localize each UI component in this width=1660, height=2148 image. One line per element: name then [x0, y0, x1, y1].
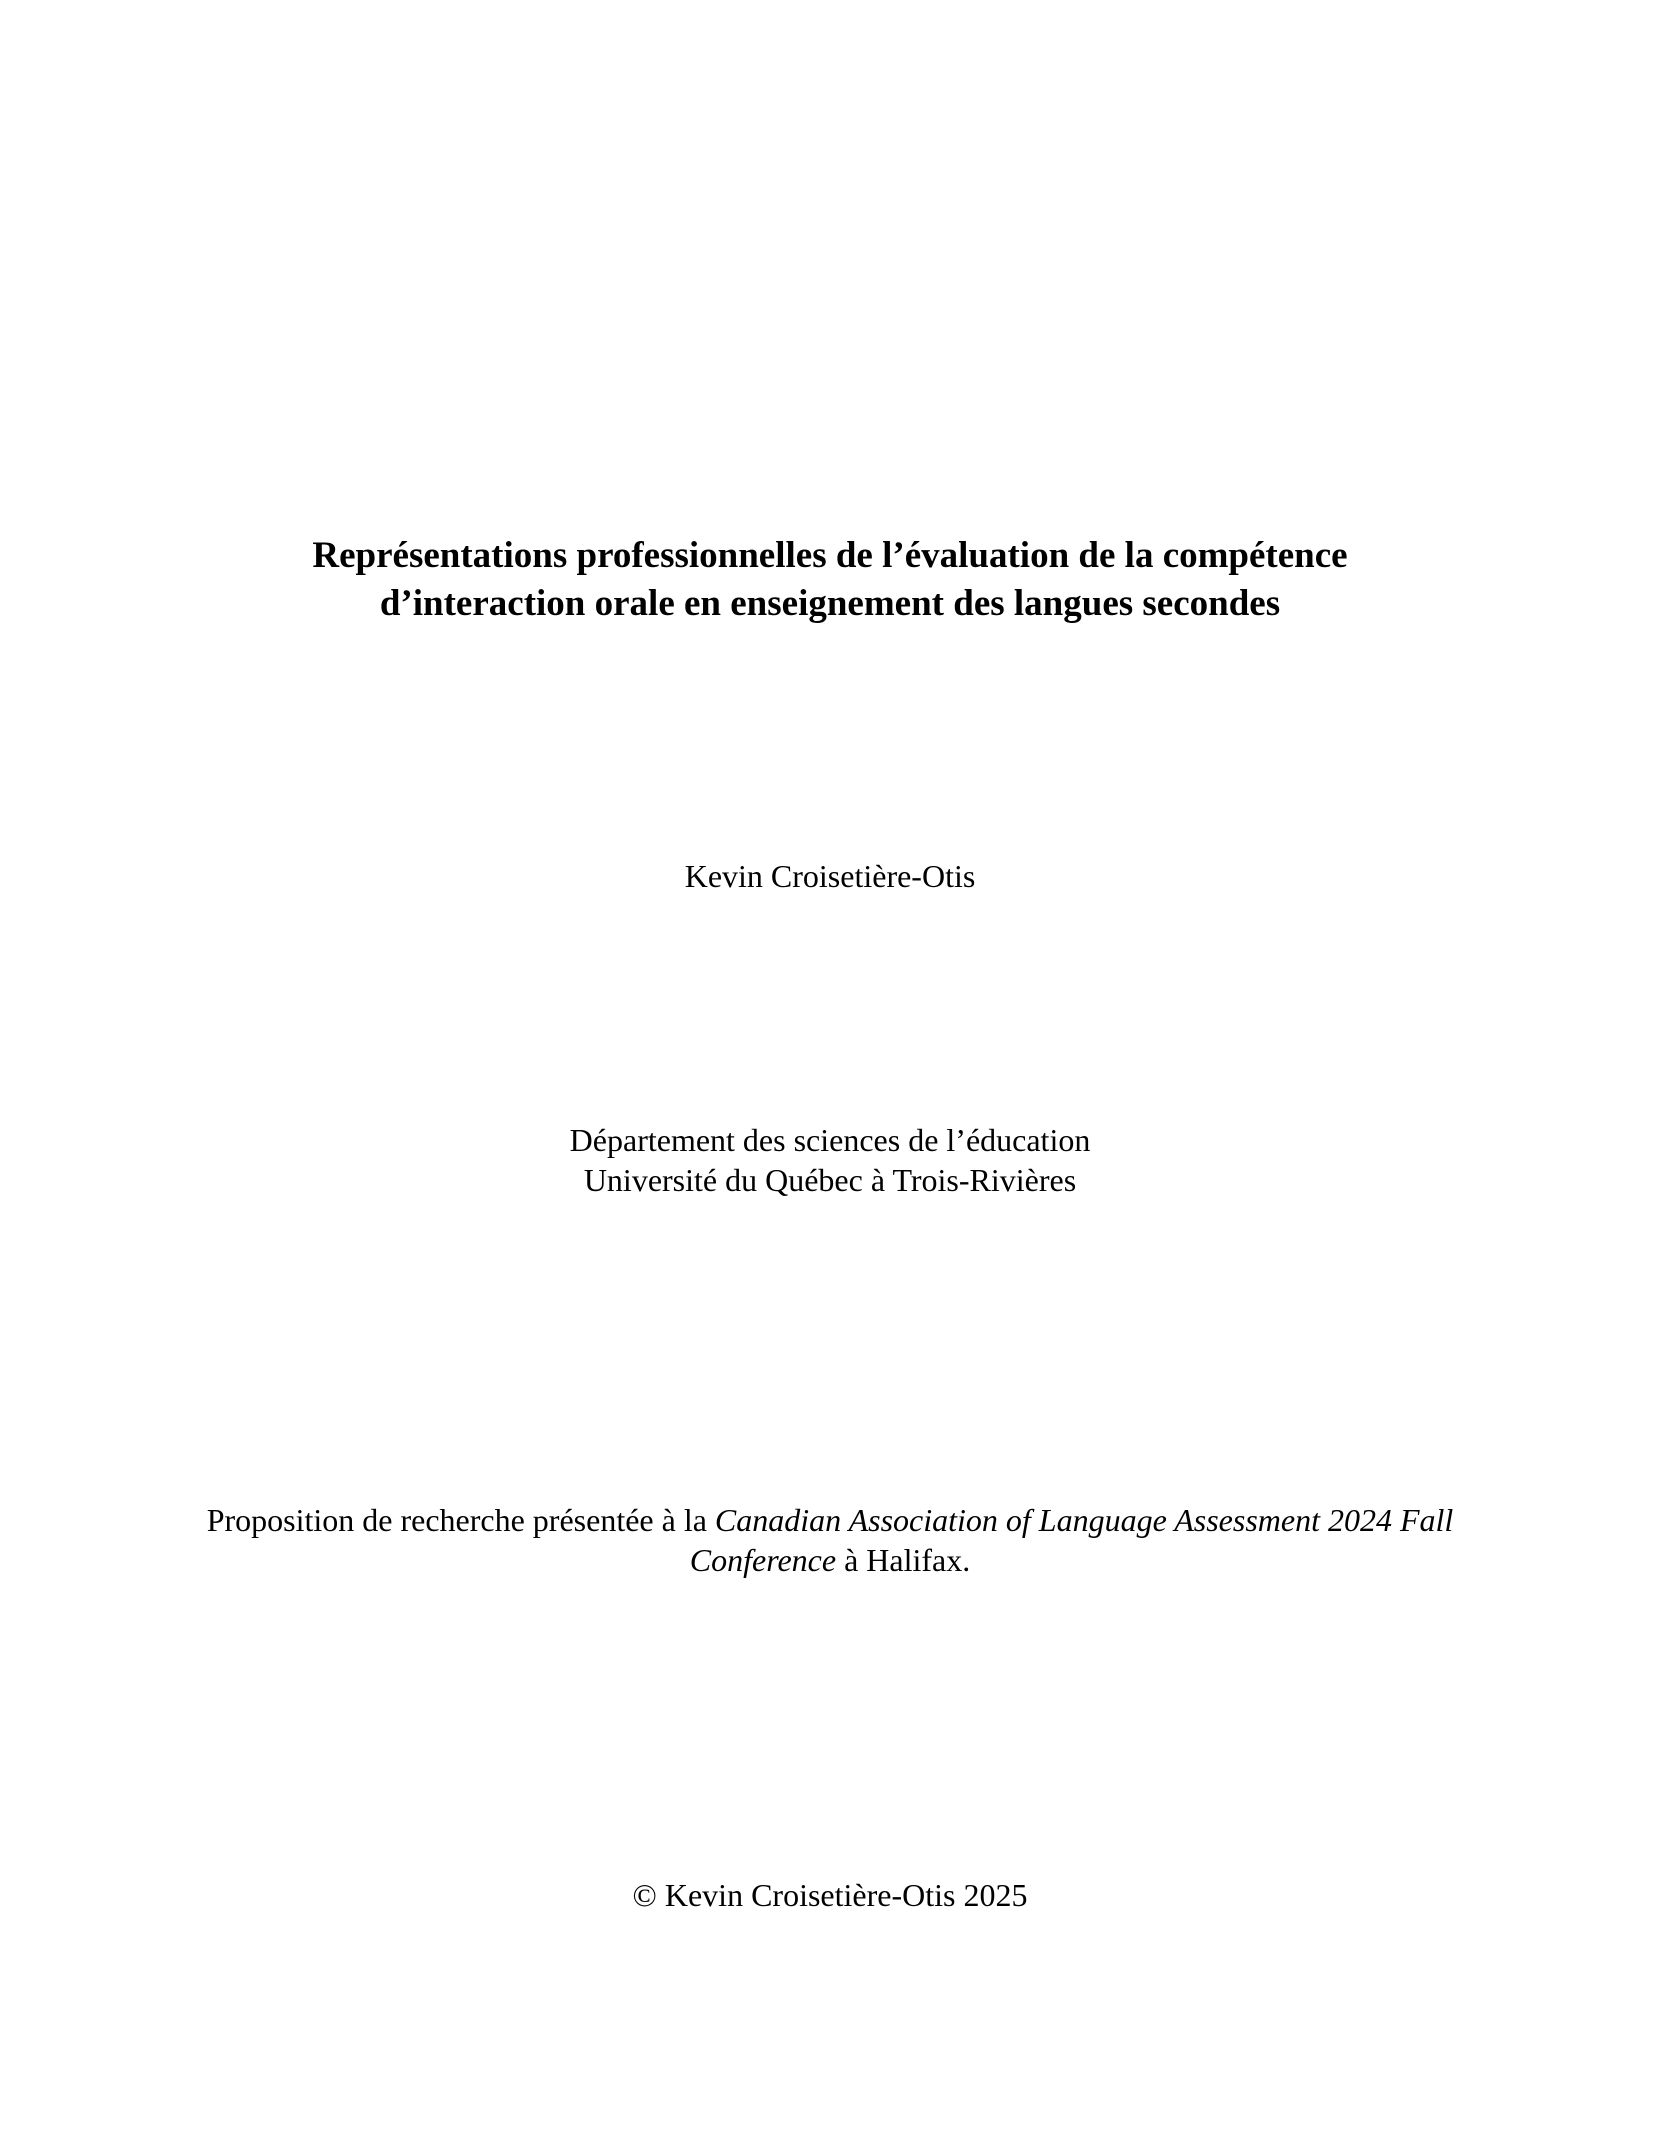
university-name: Université du Québec à Trois-Rivières — [583, 1162, 1077, 1198]
copyright-notice: © Kevin Croisetière-Otis 2025 — [632, 1877, 1028, 1913]
proposal-prefix: Proposition de recherche présentée à la — [206, 1502, 715, 1538]
title-line-1: Représentations professionnelles de l’évaluation de la compétence — [312, 535, 1348, 576]
proposal-suffix: à Halifax. — [836, 1542, 971, 1578]
conference-name-part-1: Canadian Association of Language Assessment 2024 Fall — [714, 1502, 1454, 1538]
conference-name-part-2: Conference — [689, 1542, 837, 1578]
title-line-2: d’interaction orale en enseignement des langues secondes — [379, 583, 1281, 624]
author-name: Kevin Croisetière-Otis — [684, 858, 976, 894]
department-name: Département des sciences de l’éducation — [569, 1122, 1091, 1158]
affiliation — [150, 1120, 1510, 1200]
document-title — [150, 532, 1510, 628]
proposal-line-1 — [150, 1500, 1510, 1540]
proposal-line-2 — [150, 1540, 1510, 1580]
proposal-statement — [150, 1500, 1510, 1580]
